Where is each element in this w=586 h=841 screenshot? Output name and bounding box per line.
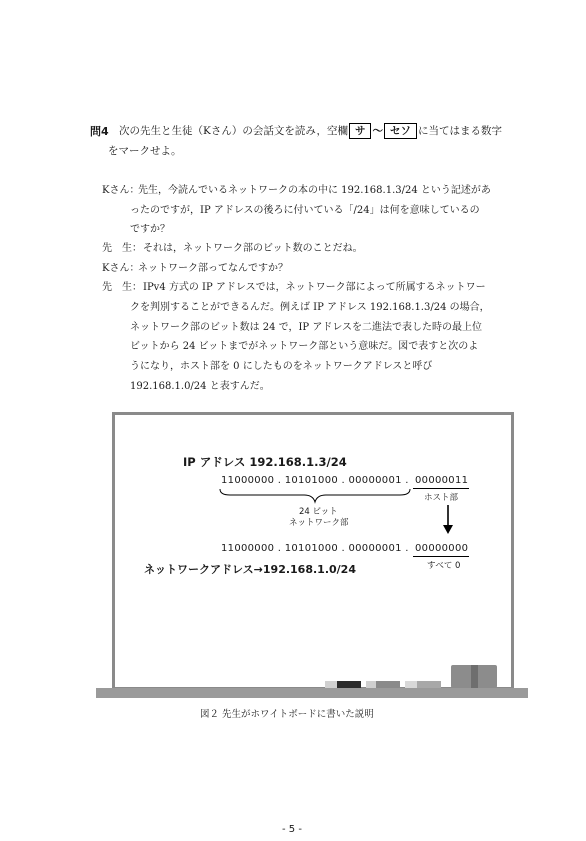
question-text-line2: をマークせよ。: [108, 145, 182, 157]
all-zero-label: すべて 0: [427, 561, 461, 571]
dialogue-line: ビットから 24 ビットまでがネットワーク部という意味だ。図で表すと次のよ: [130, 341, 479, 352]
marker-gray-2: [417, 681, 441, 688]
figure-caption: 図２ 先生がホワイトボードに書いた説明: [200, 709, 374, 720]
marker-gray: [376, 681, 400, 688]
range-mark: 〜: [372, 125, 383, 137]
bits-label: 24 ビット: [299, 507, 338, 517]
dialogue-line: うになり，ホスト部を 0 にしたものをネットワークアドレスと呼び: [130, 361, 433, 372]
dialogue-line: ったのですが，IP アドレスの後ろに付いている「/24」は何を意味しているの: [130, 205, 480, 216]
host-underline-2: [413, 556, 469, 557]
dialogue-line: それは，ネットワーク部のビット数のことだね。: [143, 243, 363, 254]
question-number: 問4: [90, 125, 109, 138]
network-address: ネットワークアドレス→192.168.1.0/24: [144, 563, 356, 576]
speaker-k-2: Kさん：: [102, 263, 140, 274]
blank-sa: サ: [349, 123, 372, 139]
dialogue-line: ですか？: [130, 224, 170, 235]
page-number: - 5 -: [282, 824, 302, 835]
dialogue-line: クを判別することができるんだ。例えば IP アドレス 192.168.1.3/24 の場合，: [130, 302, 490, 313]
ip-address-title: IP アドレス 192.168.1.3/24: [183, 455, 347, 469]
host-label: ホスト部: [424, 493, 459, 503]
speaker-teacher-1: 先 生：: [102, 243, 142, 254]
dialogue-line: ネットワーク部ってなんですか？: [138, 263, 288, 274]
binary-network-part: 11000000 . 10101000 . 00000001 .: [221, 475, 409, 486]
question-text: [119, 123, 502, 139]
blank-seso: セソ: [384, 123, 417, 139]
eraser-band: [471, 665, 478, 688]
marker-light-3: [405, 681, 417, 688]
binary-host-zero: 00000000: [415, 543, 469, 554]
marker-light-2: [366, 681, 376, 688]
question-text-before: 次の先生と生徒（Kさん）の会話文を読み，空欄: [119, 125, 348, 137]
marker-light: [325, 681, 337, 688]
speaker-k-1: Kさん：: [102, 185, 140, 196]
dialogue-line: 192.168.1.0/24 と表すんだ。: [130, 381, 270, 392]
host-underline: [413, 488, 469, 489]
whiteboard-tray: [96, 688, 528, 698]
dialogue-line: IPv4 方式の IP アドレスでは，ネットワーク部によって所属するネットワー: [143, 282, 486, 293]
marker-black: [337, 681, 361, 688]
question-text-after: に当てはまる数字: [417, 125, 502, 137]
network-part-label: ネットワーク部: [289, 518, 349, 528]
binary-host-part: 00000011: [415, 475, 469, 486]
binary-network-part-2: 11000000 . 10101000 . 00000001 .: [221, 543, 409, 554]
speaker-teacher-2: 先 生：: [102, 282, 142, 293]
dialogue-line: 先生，今読んでいるネットワークの本の中に 192.168.1.3/24 という記述があ: [138, 185, 491, 196]
dialogue-line: ネットワーク部のビット数は 24 で，IP アドレスを二進法で表した時の最上位: [130, 322, 483, 333]
network-brace-icon: [218, 487, 412, 505]
down-arrow-icon: [442, 505, 454, 535]
